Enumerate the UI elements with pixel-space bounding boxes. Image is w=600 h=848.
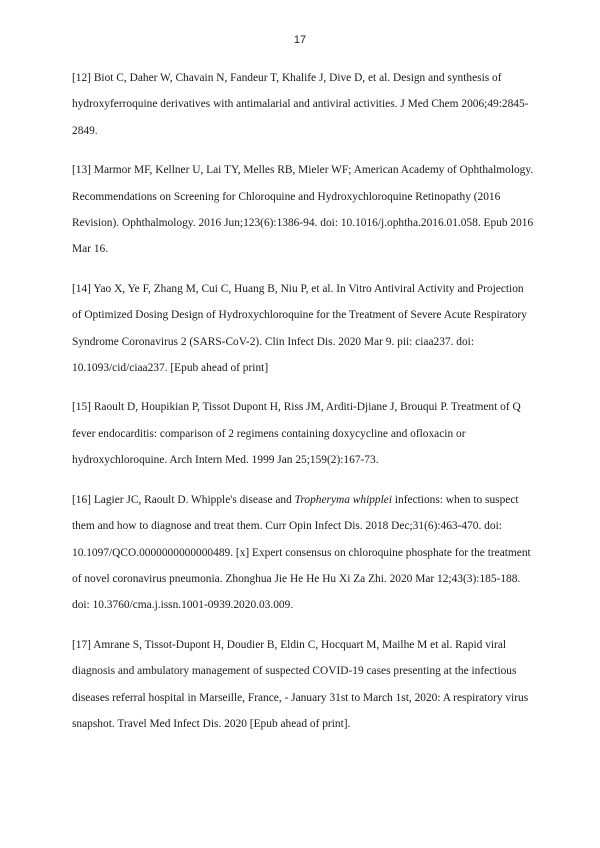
reference-15 (72, 394, 534, 473)
reference-14-text: [14] Yao X, Ye F, Zhang M, Cui C, Huang B, Niu P, et al. In Vitro Antiviral Activity and Projection of Optimized Dosing Design of Hydroxychloroquine for the Treatment of Severe Acute Respiratory Syndrome Coronavirus 2 (SARS-CoV-2). Clin Infect Dis. 2020 Mar 9. pii: ciaa237. doi: 10.1093/cid/ciaa237. [Epub ahead of print] (72, 282, 527, 375)
reference-16-species-italic: Tropheryma whipplei (294, 493, 393, 506)
reference-17-text: [17] Amrane S, Tissot-Dupont H, Doudier B, Eldin C, Hocquart M, Mailhe M et al. Rapid viral diagnosis and ambulatory management of suspected COVID-19 cases presenting at the infectious diseases referral hospital in Marseille, France, - January 31st to March 1st, 2020: A respiratory virus snapshot. Travel Med Infect Dis. 2020 [Epub ahead of print]. (72, 638, 529, 730)
reference-16-text-start: [16] Lagier JC, Raoult D. Whipple's disease and (72, 493, 295, 506)
reference-13-text: [13] Marmor MF, Kellner U, Lai TY, Melles RB, Mieler WF; American Academy of Ophthalmology. Recommendations on Screening for Chloroquine and Hydroxychloroquine Retinopathy (2016 Revision). Ophthalmology. 2016 Jun;123(6):1386-94. doi: 10.1016/j.ophtha.2016.01.058. Epub 2016 Mar 16. (72, 164, 534, 256)
reference-16-text-end: infections: when to suspect them and how to diagnose and treat them. Curr Opin Infect Dis. 2018 Dec;31(6):463-470. doi: 10.1097/QCO.0000000000000489. [x] Expert consensus on chloroquine phosphate for the treatment of novel coronavirus pneumonia. Zhonghua Jie He He Hu Xi Za Zhi. 2020 Mar 12;43(3):185-188. doi: 10.3760/cma.j.issn.1001-0939.2020.03.009. (72, 493, 531, 612)
reference-13 (72, 157, 534, 263)
reference-list (72, 65, 534, 750)
reference-17 (72, 632, 534, 738)
page-number: 17 (293, 34, 307, 46)
reference-12-text: [12] Biot C, Daher W, Chavain N, Fandeur T, Khalife J, Dive D, et al. Design and synthesis of hydroxyferroquine derivatives with antimalarial and antiviral activities. J Med Chem 2006;49:2845-2849. (72, 72, 529, 137)
reference-15-text: [15] Raoult D, Houpikian P, Tissot Dupont H, Riss JM, Arditi-Djiane J, Brouqui P. Treatment of Q fever endocarditis: comparison of 2 regimens containing doxycycline and ofloxacin or hydroxychloroquine. Arch Intern Med. 1999 Jan 25;159(2):167-73. (72, 401, 521, 467)
reference-16 (72, 487, 534, 619)
reference-14 (72, 276, 534, 382)
reference-12 (72, 65, 534, 144)
